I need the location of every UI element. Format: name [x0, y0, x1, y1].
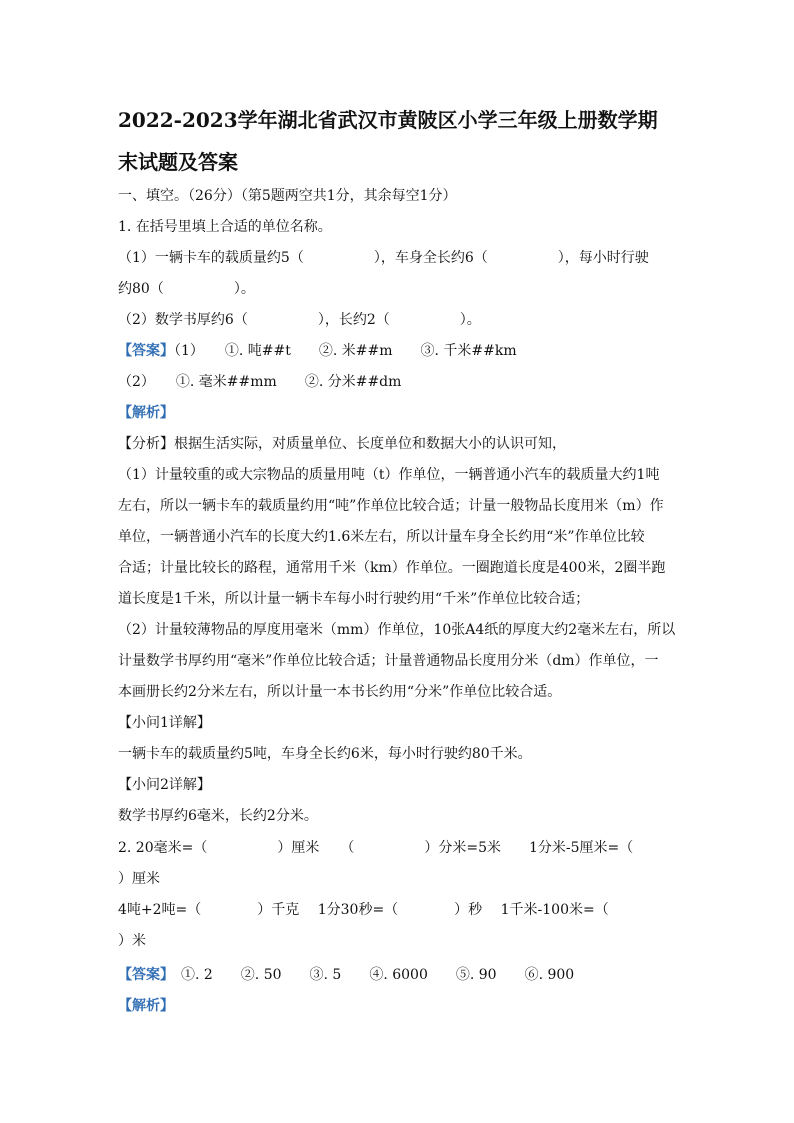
exp1-line2: 左右，所以一辆卡车的载质量约用“吨”作单位比较合适；计量一般物品长度用米（m）作 — [118, 498, 664, 514]
q2-answer-tag: 【答案】 — [118, 967, 167, 983]
fenxi-text: 根据生活实际，对质量单位、长度单位和数据大小的认识可知， — [174, 436, 566, 452]
exp1-line4: 合适；计量比较长的路程，通常用千米（km）作单位。一圈跑道长度是400米，2圈半跑 — [118, 560, 666, 576]
fenxi-tag: 【分析】 — [118, 436, 174, 452]
exp2-line1: （2）计量较薄物品的厚度用毫米（mm）作单位，10张A4纸的厚度大约2毫米左右，所以 — [118, 622, 676, 638]
sub2-text: 数学书厚约6毫米，长约2分米。 — [118, 808, 318, 824]
doc-title-line2: 末试题及答案 — [118, 150, 238, 174]
exp1-line3: 单位，一辆普通小汽车的长度大约1.6米左右，所以计量车身全长约用“米”作单位比较 — [118, 529, 645, 545]
sub2-tag: 【小问2详解】 — [118, 777, 211, 793]
q2-line3: 4吨+2吨=（ ）千克 1分30秒=（ ）秒 1千米-100米=（ — [118, 902, 609, 918]
sub1-text: 一辆卡车的载质量约5吨，车身全长约6米，每小时行驶约80千米。 — [118, 746, 532, 762]
q1-fenxi — [118, 434, 678, 454]
q1-answer-row1 — [118, 341, 678, 361]
q1-part1-line1: （1）一辆卡车的载质量约5（ ），车身全长约6（ ），每小时行驶 — [118, 250, 649, 266]
doc-title-line1: 2022-2023学年湖北省武汉市黄陂区小学三年级上册数学期 — [118, 108, 658, 132]
answer-tag: 【答案】 — [118, 343, 174, 359]
q1-analysis-tag: 【解析】 — [118, 405, 174, 421]
exp2-line2: 计量数学书厚约用“毫米”作单位比较合适；计量普通物品长度用分米（dm）作单位，一 — [118, 653, 659, 669]
q1-part2-line: （2）数学书厚约6（ ），长约2（ ）。 — [118, 312, 481, 328]
q2-line1: 2. 20毫米=（ ）厘米 （ ）分米=5米 1分米-5厘米=（ — [118, 840, 634, 856]
q2-analysis-tag: 【解析】 — [118, 998, 174, 1014]
exp1-line5: 道长度是1千米，所以计量一辆卡车每小时行驶约用“千米”作单位比较合适； — [118, 591, 590, 607]
q2-answer-text: ①. 2 ②. 50 ③. 5 ④. 6000 ⑤. 90 ⑥. 900 — [167, 967, 575, 983]
q2-line2: ）厘米 — [118, 871, 160, 887]
q2-line4: ）米 — [118, 933, 146, 949]
sub1-tag: 【小问1详解】 — [118, 715, 211, 731]
section1-heading: 一、填空。（26分）（第5题两空共1分，其余每空1分） — [118, 188, 457, 204]
q2-answer-row — [118, 965, 678, 985]
exp2-line3: 本画册长约2分米左右，所以计量一本书长约用“分米”作单位比较合适。 — [118, 684, 562, 700]
q1-answer-part1: （1） ①. 吨##t ②. 米##m ③. 千米##km — [174, 343, 517, 359]
exp1-line1: （1）计量较重的或大宗物品的质量用吨（t）作单位，一辆普通小汽车的载质量大约1吨 — [118, 467, 660, 483]
q1-answer-part2: （2） ①. 毫米##mm ②. 分米##dm — [118, 374, 402, 390]
q1-prompt: 1. 在括号里填上合适的单位名称。 — [118, 219, 332, 235]
q1-part1-line2: 约80（ ）。 — [118, 281, 255, 297]
